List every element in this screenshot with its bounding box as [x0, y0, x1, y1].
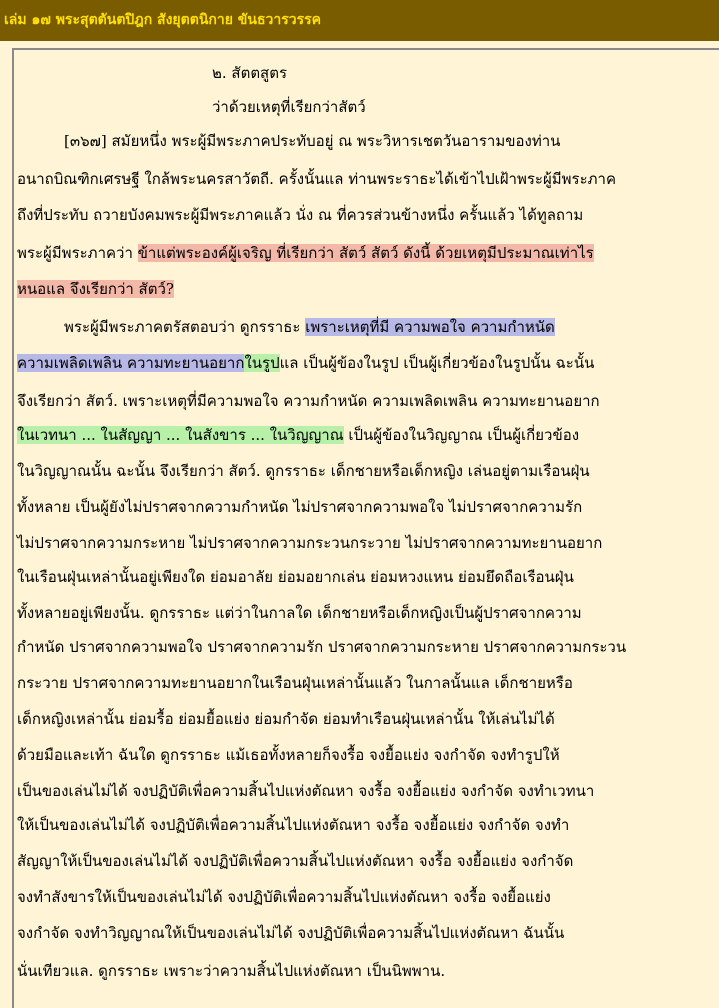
text-line: [17, 780, 594, 804]
highlight-red: ข้าแต่พระองค์ผู้เจริญ ที่เรียกว่า สัตว์ สัตว์ ดังนี้ ด้วยเหตุมีประมาณเท่าไร: [137, 244, 594, 262]
text-segment: ทั้งหลาย เป็นผู้ยังไม่ปราศจากความกำหนัด ไม่ปราศจากความพอใจ ไม่ปราศจากความรัก: [17, 498, 583, 516]
text-segment: จงกำจัด จงทำวิญญาณให้เป็นของเล่นไม่ได้ จงปฏิบัติเพื่อความสิ้นไปแห่งตัณหา ฉันนั้น: [17, 924, 565, 942]
text-line: [64, 316, 555, 340]
text-line: [17, 672, 573, 696]
text-line: [17, 960, 445, 984]
highlight-blue: เพราะเหตุที่มี ความพอใจ ความกำหนัด: [305, 318, 555, 336]
text-segment: กระวาย ปราศจากความทะยานอยากในเรือนฝุ่นเหล่านั้นแล้ว ในกาลนั้นแล เด็กชายหรือ: [17, 674, 573, 692]
text-segment: พระผู้มีพระภาคตรัสตอบว่า ดูกรราธะ: [64, 318, 306, 336]
text-line: [17, 922, 564, 946]
text-line: [17, 566, 574, 590]
text-line: [17, 708, 555, 732]
text-line: [17, 390, 600, 414]
text-segment: สัญญาให้เป็นของเล่นไม่ได้ จงปฏิบัติเพื่อความสิ้นไปแห่งตัณหา จงรื้อ จงยื้อแย่ง จงกำจัด: [17, 852, 574, 870]
text-segment: ให้เป็นของเล่นไม่ได้ จงปฏิบัติเพื่อความสิ้นไปแห่งตัณหา จงรื้อ จงยื้อแย่ง จงกำจัด จงทำ: [17, 816, 570, 834]
highlight-green: ในเวทนา ... ในสัญญา ... ในสังขาร ... ในวิญญาณ: [17, 426, 344, 444]
text-line: [17, 744, 560, 768]
text-line: [17, 242, 594, 266]
text-line: [17, 352, 594, 376]
text-line: [17, 424, 579, 448]
text-segment: [๓๖๗] สมัยหนึ่ง พระผู้มีพระภาคประทับอยู่ ณ พระวิหารเชตวันอารามของท่าน: [64, 132, 561, 150]
text-line: [17, 636, 626, 660]
text-segment: พระผู้มีพระภาคว่า: [17, 244, 138, 262]
highlight-green: ในรูป: [244, 354, 280, 372]
text-segment: แล เป็นผู้ข้องในรูป เป็นผู้เกี่ยวข้องในรูปนั้น ฉะนั้น: [279, 354, 595, 372]
text-line: [17, 278, 174, 302]
text-segment: ในเรือนฝุ่นเหล่านั้นอยู่เพียงใด ย่อมอาลัย ย่อมอยากเล่น ย่อมหวงแหน ย่อมยึดถือเรือนฝุ่น: [17, 568, 574, 586]
text-line: [17, 886, 551, 910]
text-line: [17, 532, 602, 556]
text-segment: กำหนัด ปราศจากความพอใจ ปราศจากความรัก ปราศจากความกระหาย ปราศจากความกระวน: [17, 638, 627, 656]
text-segment: ด้วยมือและเท้า ฉันใด ดูกรราธะ แม้เธอทั้งหลายก็จงรื้อ จงยื้อแย่ง จงกำจัด จงทำรูปให้: [17, 746, 560, 764]
text-segment: จงทำสังขารให้เป็นของเล่นไม่ได้ จงปฏิบัติเพื่อความสิ้นไปแห่งตัณหา จงรื้อ จงยื้อแย่ง: [17, 888, 551, 906]
text-segment: ถึงที่ประทับ ถวายบังคมพระผู้มีพระภาคแล้ว นั่ง ณ ที่ควรส่วนข้างหนึ่ง ครั้นแล้ว ได้ทูลถาม: [17, 206, 584, 224]
highlight-blue: ความเพลิดเพลิน ความทะยานอยาก: [17, 354, 245, 372]
text-line: [17, 460, 590, 484]
highlight-red: หนอแล จึงเรียกว่า สัตว์?: [17, 280, 174, 298]
sutta-title: ๒. สัตตสูตร: [212, 64, 288, 82]
text-line: [64, 130, 560, 154]
text-line: [17, 496, 582, 520]
text-segment: เป็นผู้ข้องในวิญญาณ เป็นผู้เกี่ยวข้อง: [343, 426, 580, 444]
text-line: [17, 850, 573, 874]
text-line: [17, 168, 616, 192]
sutta-subtitle: ว่าด้วยเหตุที่เรียกว่าสัตว์: [212, 98, 366, 116]
text-segment: เด็กหญิงเหล่านั้น ย่อมรื้อ ย่อมยื้อแย่ง ย่อมกำจัด ย่อมทำเรือนฝุ่นเหล่านั้น ให้เล่นไม่ได้: [17, 710, 555, 728]
text-segment: อนาถบิณฑิกเศรษฐี ใกล้พระนครสาวัตถี. ครั้งนั้นแล ท่านพระราธะได้เข้าไปเฝ้าพระผู้มีพระภาค: [17, 170, 617, 188]
volume-header: เล่ม ๑๗ พระสุตตันตปิฎก สังยุตตนิกาย ขันธวารวรรค: [0, 0, 719, 41]
text-line: [17, 602, 582, 626]
text-line: [17, 814, 569, 838]
text-segment: ในวิญญาณนั้น ฉะนั้น จึงเรียกว่า สัตว์. ดูกรราธะ เด็กชายหรือเด็กหญิง เล่นอยู่ตามเรือนฝุ่น: [17, 462, 590, 480]
text-segment: เป็นของเล่นไม่ได้ จงปฏิบัติเพื่อความสิ้นไปแห่งตัณหา จงรื้อ จงยื้อแย่ง จงกำจัด จงทำเวทนา: [17, 782, 595, 800]
text-segment: นั่นเทียวแล. ดูกรราธะ เพราะว่าความสิ้นไปแห่งตัณหา เป็นนิพพาน.: [17, 962, 446, 980]
text-segment: จึงเรียกว่า สัตว์. เพราะเหตุที่มีความพอใจ ความกำหนัด ความเพลิดเพลิน ความทะยานอยาก: [17, 392, 600, 410]
text-segment: ทั้งหลายอยู่เพียงนั้น. ดูกรราธะ แต่ว่าในกาลใด เด็กชายหรือเด็กหญิงเป็นผู้ปราศจากความ: [17, 604, 582, 622]
text-segment: ไม่ปราศจากความกระหาย ไม่ปราศจากความกระวนกระวาย ไม่ปราศจากความทะยานอยาก: [17, 534, 603, 552]
text-line: [17, 204, 583, 228]
